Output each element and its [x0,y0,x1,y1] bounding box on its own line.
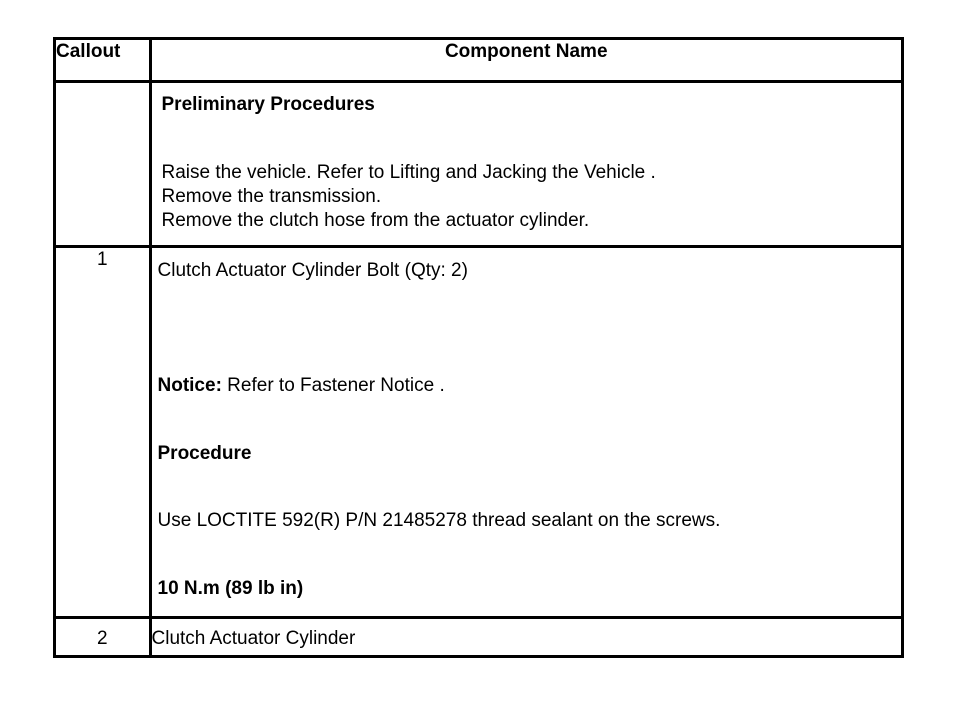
callout-number: 2 [56,618,150,659]
preliminary-row [56,82,901,247]
notice-label: Notice: [157,375,222,396]
component-table [56,40,901,658]
table-row [56,618,901,659]
component-name: Clutch Actuator Cylinder Bolt (Qty: 2) [157,260,468,281]
procedure-title: Procedure [157,443,252,464]
component-name: Clutch Actuator Cylinder [150,618,901,659]
notice-text [158,374,902,398]
header-row [56,40,901,82]
component-cell [150,247,901,618]
table-row [56,247,901,618]
preliminary-cell [150,82,901,247]
preliminary-step: Raise the vehicle. Refer to Lifting and Jacking the Vehicle . [161,162,656,183]
preliminary-step: Remove the transmission. [161,186,382,207]
procedure-text: Use LOCTITE 592(R) P/N 21485278 thread sealant on the screws. [157,510,721,531]
torque-spec: 10 N.m (89 lb in) [157,578,304,599]
preliminary-step: Remove the clutch hose from the actuator cylinder. [161,210,590,231]
preliminary-callout-cell [56,82,150,247]
notice-body: Refer to Fastener Notice . [221,375,445,396]
procedure-table [53,37,904,658]
component-name-header: Component Name [150,40,901,82]
preliminary-title: Preliminary Procedures [161,94,375,115]
callout-number: 1 [56,247,150,618]
callout-header: Callout [56,40,150,82]
